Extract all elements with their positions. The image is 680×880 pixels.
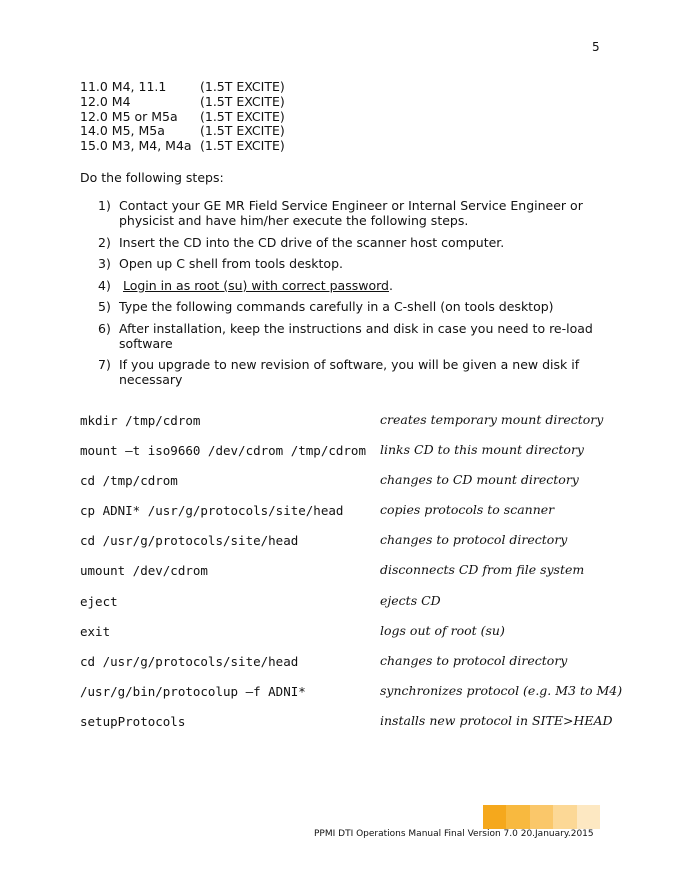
step-number: 7) bbox=[98, 357, 111, 372]
command-text: /usr/g/bin/protocolup –f ADNI* bbox=[80, 683, 306, 699]
command-text: setupProtocols bbox=[80, 713, 186, 729]
command-description: ejects CD bbox=[380, 592, 441, 608]
command-text: mkdir /tmp/cdrom bbox=[80, 413, 201, 428]
step-item bbox=[98, 299, 598, 314]
model-label: (1.5T EXCITE) bbox=[200, 123, 285, 139]
step-item bbox=[98, 357, 598, 387]
step-text: If you upgrade to new revision of software, you will be given a new disk if necessary bbox=[119, 357, 580, 387]
command-row bbox=[80, 714, 640, 744]
command-text: exit bbox=[80, 623, 111, 639]
command-description: logs out of root (su) bbox=[380, 622, 505, 638]
model-label: (1.5T EXCITE) bbox=[200, 138, 285, 154]
command-row bbox=[80, 594, 640, 624]
command-text: cd /usr/g/protocols/site/head bbox=[80, 533, 299, 549]
command-text: cd /tmp/cdrom bbox=[80, 473, 178, 489]
step-list bbox=[98, 198, 598, 394]
step-text: Type the following commands carefully in a C-shell (on tools desktop) bbox=[119, 299, 554, 314]
color-swatch bbox=[553, 805, 576, 829]
command-row bbox=[80, 654, 640, 684]
color-swatch bbox=[506, 805, 529, 829]
command-row bbox=[80, 684, 640, 714]
version-label: 15.0 M3, M4, M4a bbox=[80, 138, 192, 154]
step-number: 6) bbox=[98, 320, 111, 336]
version-label: 14.0 M5, M5a bbox=[80, 123, 165, 139]
version-label: 12.0 M4 bbox=[80, 93, 131, 109]
command-description: links CD to this mount directory bbox=[380, 442, 584, 458]
step-item bbox=[98, 256, 598, 271]
command-row bbox=[80, 563, 640, 593]
step-text: Insert the CD into the CD drive of the scanner host computer. bbox=[119, 234, 505, 250]
step-number: 1) bbox=[98, 198, 111, 213]
step-number: 2) bbox=[98, 234, 111, 250]
footer-text: PPMI DTI Operations Manual Final Version 7.0 20.January.2015 bbox=[314, 829, 594, 839]
command-row bbox=[80, 533, 640, 563]
command-text: eject bbox=[80, 593, 118, 609]
command-row bbox=[80, 473, 640, 503]
model-label: (1.5T EXCITE) bbox=[200, 93, 285, 109]
command-text: umount /dev/cdrom bbox=[80, 563, 208, 579]
command-table bbox=[80, 413, 640, 744]
command-description: changes to CD mount directory bbox=[380, 472, 579, 488]
step-number: 4) bbox=[98, 277, 111, 293]
color-swatch bbox=[483, 805, 506, 829]
command-text: mount –t iso9660 /dev/cdrom /tmp/cdrom bbox=[80, 443, 366, 459]
command-description: disconnects CD from file system bbox=[380, 562, 585, 578]
intro-text: Do the following steps: bbox=[80, 170, 224, 185]
step-item bbox=[98, 198, 598, 228]
command-row bbox=[80, 503, 640, 533]
footer-color-bar bbox=[483, 805, 600, 829]
command-description: creates temporary mount directory bbox=[380, 412, 604, 427]
command-row bbox=[80, 413, 640, 443]
step-item bbox=[98, 235, 598, 250]
step-text-underlined: Login in as root (su) with correct password bbox=[122, 277, 389, 293]
step-item bbox=[98, 278, 598, 293]
command-description: synchronizes protocol (e.g. M3 to M4) bbox=[380, 682, 623, 698]
command-text: cd /usr/g/protocols/site/head bbox=[80, 653, 299, 669]
command-text: cp ADNI* /usr/g/protocols/site/head bbox=[80, 503, 344, 519]
step-text: After installation, keep the instructions and disk in case you need to re-load software bbox=[119, 320, 593, 351]
page-number: 5 bbox=[592, 40, 600, 54]
model-label: (1.5T EXCITE) bbox=[200, 79, 285, 94]
color-swatch bbox=[530, 805, 553, 829]
step-item bbox=[98, 321, 598, 351]
step-number: 3) bbox=[98, 256, 111, 271]
step-text-suffix: . bbox=[388, 277, 393, 293]
command-description: installs new protocol in SITE>HEAD bbox=[380, 712, 613, 728]
version-label: 12.0 M5 or M5a bbox=[80, 108, 178, 124]
version-row bbox=[80, 139, 285, 154]
command-row bbox=[80, 443, 640, 473]
version-row bbox=[80, 110, 285, 125]
command-description: changes to protocol directory bbox=[380, 532, 568, 548]
step-text: Contact your GE MR Field Service Engineer or Internal Service Engineer or physicist and have him/her execute the following steps. bbox=[119, 198, 583, 228]
step-text: Open up C shell from tools desktop. bbox=[119, 256, 343, 271]
version-row bbox=[80, 80, 285, 95]
step-number: 5) bbox=[98, 299, 111, 314]
version-row bbox=[80, 95, 285, 110]
color-swatch bbox=[577, 805, 600, 829]
version-label: 11.0 M4, 11.1 bbox=[80, 79, 167, 94]
model-label: (1.5T EXCITE) bbox=[200, 108, 285, 124]
version-row bbox=[80, 124, 285, 139]
command-row bbox=[80, 624, 640, 654]
step-text-wrapper bbox=[119, 278, 598, 293]
command-description: copies protocols to scanner bbox=[380, 502, 555, 518]
version-list bbox=[80, 80, 285, 154]
command-description: changes to protocol directory bbox=[380, 652, 568, 668]
